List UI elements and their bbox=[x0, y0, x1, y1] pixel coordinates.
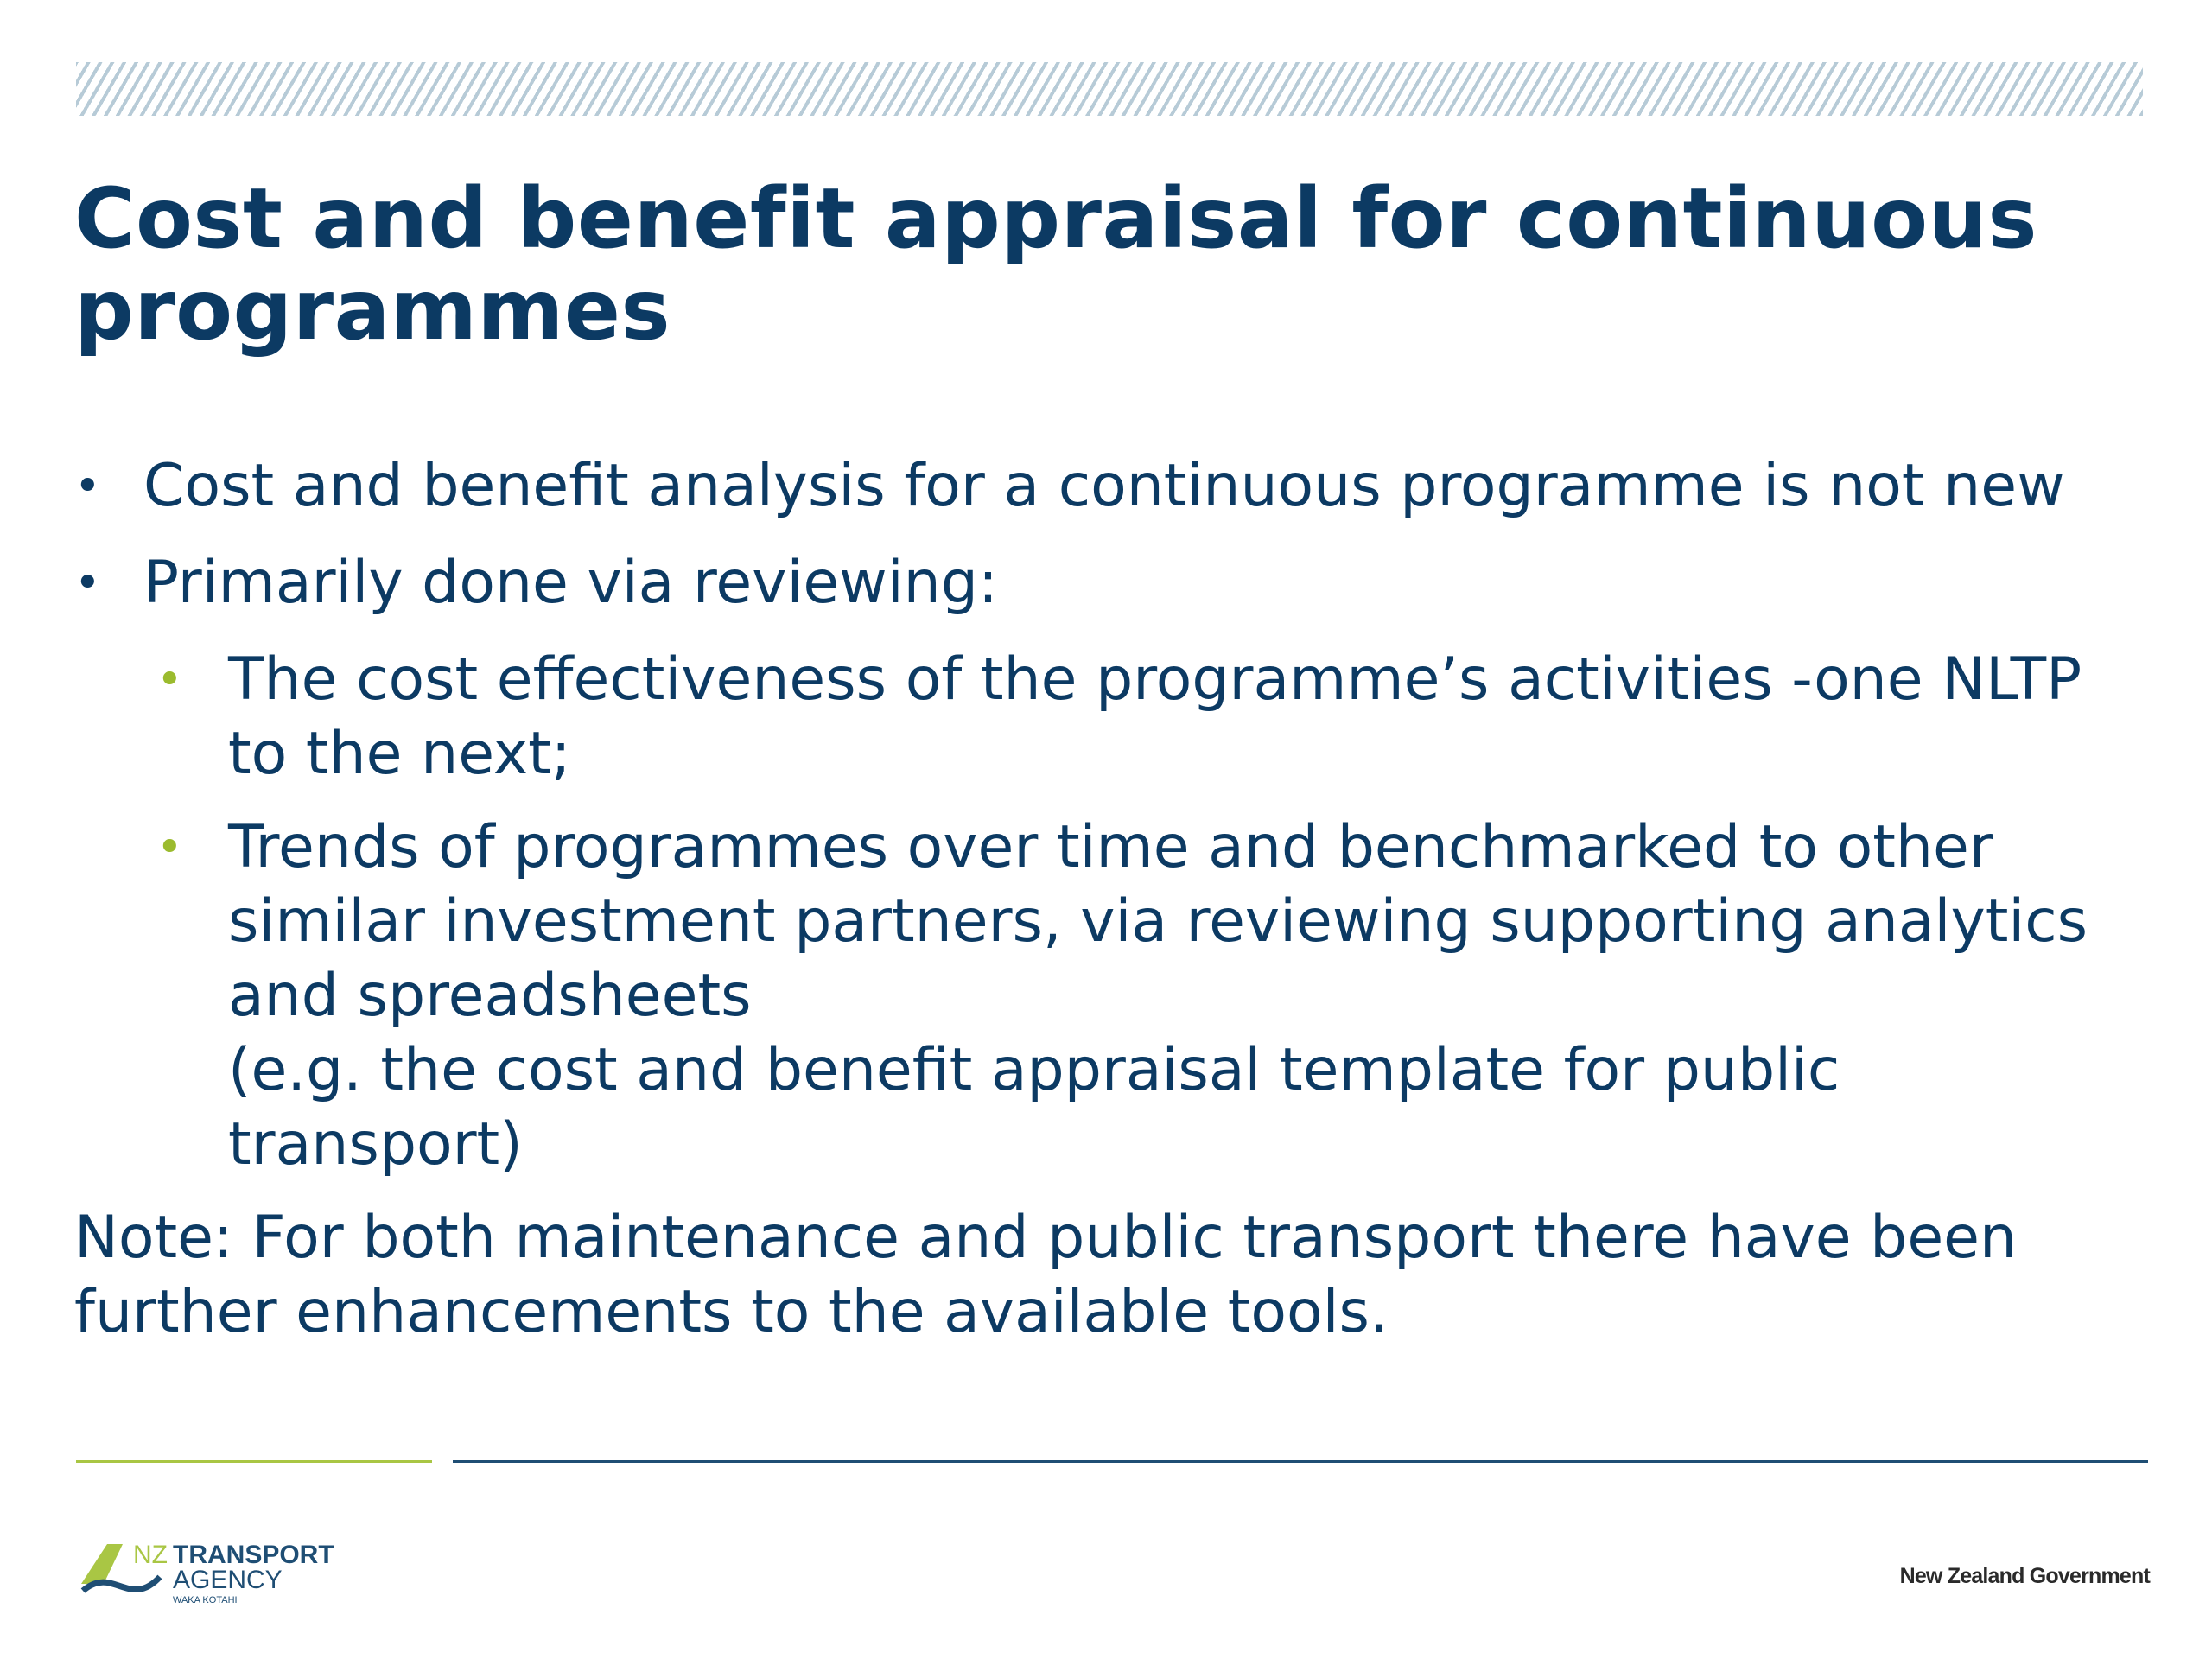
bullet-text: Cost and benefit analysis for a continuous programme is not new bbox=[143, 452, 2065, 520]
sub-bullet-item bbox=[74, 643, 2148, 791]
logo-line1: TRANSPORT bbox=[173, 1541, 334, 1569]
sub-bullet-text-continuation: (e.g. the cost and benefit appraisal template for public transport) bbox=[228, 1036, 1840, 1179]
logo-mark-green-icon bbox=[81, 1544, 123, 1584]
sub-bullet-text: Trends of programmes over time and benchmarked to other similar investment partners, via reviewing supporting analytics and spreadsheets bbox=[228, 813, 2088, 1030]
logo-nz-prefix: NZ bbox=[133, 1541, 168, 1569]
slide-note: Note: For both maintenance and public transport there have been further enhancements to the available tools. bbox=[74, 1204, 2018, 1346]
footer-rule-green bbox=[76, 1460, 432, 1463]
new-zealand-government-logo: New Zealand Government bbox=[1899, 1564, 2150, 1588]
bullet-text: Primarily done via reviewing: bbox=[143, 549, 998, 617]
logo-line3: WAKA KOTAHI bbox=[173, 1595, 238, 1605]
bullet-item bbox=[74, 449, 2148, 524]
logo-line2: AGENCY bbox=[173, 1566, 283, 1594]
sub-bullet-text: The cost effectiveness of the programme’s activities -one NLTP to the next; bbox=[228, 645, 2082, 788]
footer-rule-blue bbox=[453, 1460, 2148, 1463]
sub-bullet-list bbox=[74, 643, 2148, 1182]
sub-bullet-item bbox=[74, 810, 2148, 1182]
sub-bullet-dot-icon: • bbox=[156, 822, 183, 874]
nz-transport-agency-logo bbox=[78, 1534, 380, 1611]
slide-title: Cost and benefit appraisal for continuous programmes bbox=[74, 170, 2037, 359]
bullet-dot-icon: • bbox=[74, 461, 101, 512]
decorative-stripe-band bbox=[76, 62, 2143, 116]
sub-bullet-dot-icon: • bbox=[156, 654, 183, 706]
bullet-item bbox=[74, 546, 2148, 620]
bullet-dot-icon: • bbox=[74, 557, 101, 609]
slide-content bbox=[74, 449, 2148, 1350]
